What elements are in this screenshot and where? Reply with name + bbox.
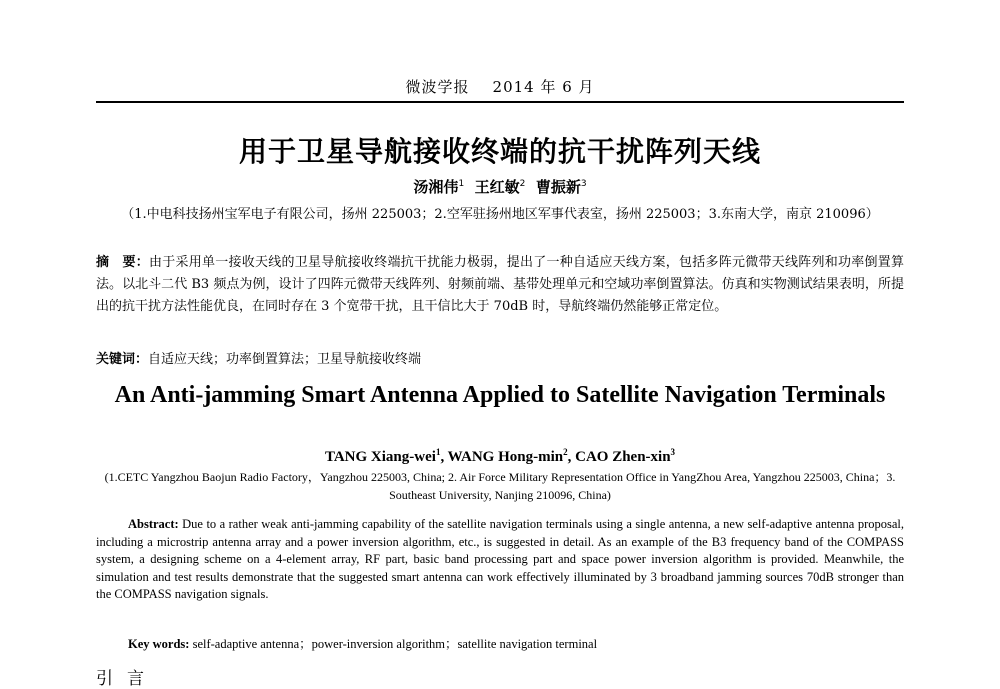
english-keywords-label: Key words: [128,637,190,651]
english-affiliations: (1.CETC Yangzhou Baojun Radio Factory，Yangzhou 225003, China; 2. Air Force Military Representation Office in YangZhou Area, Yangzhou 225003, China；3. Southeast University, Nanjing 210096, China) [104,470,896,502]
chinese-abstract [96,252,904,318]
section-heading-introduction: 引言 [96,669,158,689]
author-name: CAO Zhen-xin [575,449,671,465]
english-authors [0,447,1000,466]
english-keywords [128,635,904,653]
chinese-keywords-label: 关键词： [96,352,149,367]
chinese-abstract-text: 由于采用单一接收天线的卫星导航接收终端抗干扰能力极弱，提出了一种自适应天线方案，包括多阵元微带天线阵列和功率倒置算法。以北斗二代 B3 频点为例，设计了四阵元微带天线阵列、射频前端、基带处理单元和空域功率倒置算法。仿真和实物测试结果表明，所提出的抗干扰方法性能优良，在同时存在 3 个宽带干扰，且干信比大于 70dB 时，导航终端仍然能够正常定位。 [96,255,904,314]
author-name: 汤湘伟 [413,178,459,196]
chinese-title: 用于卫星导航接收终端的抗干扰阵列天线 [238,135,761,168]
chinese-keywords-text: 自适应天线；功率倒置算法；卫星导航接收终端 [148,352,422,367]
author-name: 曹振新 [535,178,581,196]
author-superscript: 2 [519,179,526,189]
author-name: 王红敏 [474,178,520,196]
author-name: TANG Xiang-wei [324,449,436,465]
author-separator: , [440,449,448,465]
english-keywords-text: self-adaptive antenna；power-inversion algorithm；satellite navigation terminal [192,637,598,651]
english-abstract [96,516,904,604]
running-header [0,76,1000,97]
chinese-affiliations: （1.中电科技扬州宝军电子有限公司，扬州 225003；2.空军驻扬州地区军事代表室，扬州 225003；3.东南大学，南京 210096） [121,207,879,222]
author-superscript: 2 [563,447,568,457]
author-name: WANG Hong-min [447,449,564,465]
chinese-abstract-label: 摘 要： [96,255,149,270]
author-separator: , [567,449,576,465]
english-abstract-text: Due to a rather weak anti-jamming capability of the satellite navigation terminals using a single antenna, a new self-adaptive antenna proposal, including a microstrip antenna array and a power inversion algorithm, etc., is suggested in detail. As an example of the B3 frequency band of the COMPASS system, a designing scheme on a 4-element array, RF part, basic band processing part and space power inversion algorithm is provided. Meanwhile, the simulation and test results demonstrate that the suggested smart antenna can work effectively illuminated by 3 broadband jamming sources 70dB stronger than the COMPASS navigation signals. [96,517,904,601]
journal-name: 微波学报 [405,78,470,96]
issue-date: 2014 年 6 月 [492,78,595,96]
chinese-authors [0,176,1000,197]
chinese-keywords [96,350,904,370]
english-title: An Anti-jamming Smart Antenna Applied to Satellite Navigation Terminals [114,382,886,408]
author-superscript: 3 [580,179,587,189]
author-superscript: 1 [458,179,465,189]
author-superscript: 3 [670,447,676,457]
header-rule [96,101,904,103]
english-abstract-label: Abstract: [128,517,179,531]
author-superscript: 1 [435,447,441,457]
